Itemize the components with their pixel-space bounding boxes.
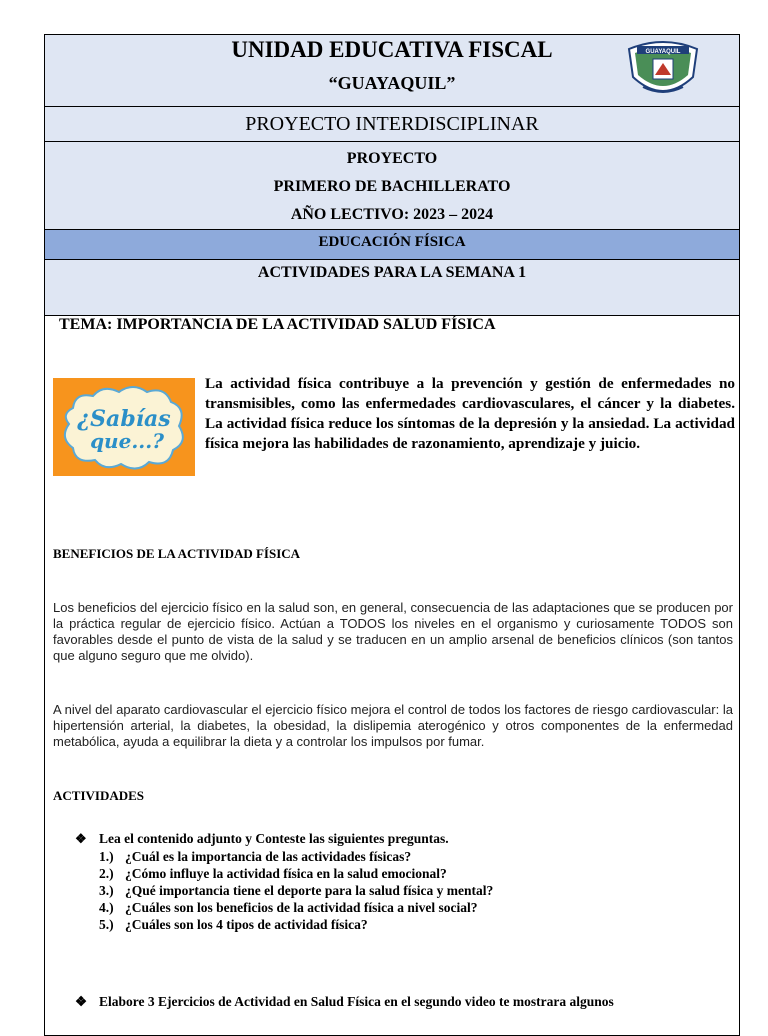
question-item: 1.) ¿Cuál es la importancia de las actividades físicas? (99, 849, 412, 864)
project-label: PROYECTO (346, 150, 438, 167)
diamond-bullet-icon: ❖ (75, 831, 87, 846)
exercise-text: Elabore 3 Ejercicios de Actividad en Salud Física en el segundo video te mostrara algunos (99, 994, 614, 1009)
header-school-row (44, 34, 740, 106)
svg-text:GUAYAQUIL: GUAYAQUIL (645, 49, 681, 55)
school-year-label: AÑO LECTIVO: 2023 – 2024 (290, 206, 494, 223)
grade-label: PRIMERO DE BACHILLERATO (273, 178, 511, 195)
project-type-row (44, 106, 740, 142)
question-item: 3.) ¿Qué importancia tiene el deporte para la salud física y mental? (99, 883, 494, 898)
svg-text:¿Sabías: ¿Sabías (77, 406, 171, 432)
school-city: “GUAYAQUIL” (328, 73, 456, 93)
project-type: PROYECTO INTERDISCIPLINAR (245, 113, 539, 135)
school-crest-icon (625, 39, 701, 99)
sabias-que-image (53, 378, 195, 476)
activities-title: ACTIVIDADES (53, 788, 145, 803)
subject-label: EDUCACIÓN FÍSICA (318, 234, 466, 250)
week-label: ACTIVIDADES PARA LA SEMANA 1 (257, 264, 527, 281)
benefits-paragraph-2: A nivel del aparato cardiovascular el ejercicio físico mejora el control de todos los factores de riesgo cardiovascular: la hipertensión arterial, la diabetes, la obesidad, la dislipemia aterogénico y otros componentes de la enfermedad metabólica, ayuda a equilibrar la dieta y a controlar los impulsos por fumar. (53, 702, 733, 749)
diamond-bullet-icon: ❖ (75, 994, 88, 1009)
exercise-instruction (75, 994, 737, 1010)
topic-title: TEMA: IMPORTANCIA DE LA ACTIVIDAD SALUD FÍSICA (59, 316, 496, 333)
question-item: 2.) ¿Cómo influye la actividad física en la salud emocional? (99, 866, 447, 881)
activities-instruction (75, 831, 449, 847)
project-info-row (44, 142, 740, 230)
school-name: UNIDAD EDUCATIVA FISCAL (231, 37, 553, 62)
intro-paragraph: La actividad física contribuye a la prevención y gestión de enfermedades no transmisibles, como las enfermedades cardiovasculares, el cáncer y la diabetes. La actividad física reduce los síntomas de la depresión y la ansiedad. La actividad física mejora las habilidades de razonamiento, aprendizaje y juicio. (205, 375, 735, 452)
content-area (44, 316, 740, 1036)
instruction-text: Lea el contenido adjunto y Conteste las siguientes preguntas. (99, 831, 449, 846)
question-item: 4.) ¿Cuáles son los beneficios de la actividad física a nivel social? (99, 900, 478, 915)
benefits-title: BENEFICIOS DE LA ACTIVIDAD FÍSICA (53, 546, 301, 561)
subject-row (44, 230, 740, 260)
week-row (44, 260, 740, 316)
question-item: 5.) ¿Cuáles son los 4 tipos de actividad física? (99, 917, 368, 932)
document-page (44, 34, 742, 1024)
svg-text:que...?: que...? (90, 429, 164, 453)
benefits-paragraph-1: Los beneficios del ejercicio físico en la salud son, en general, consecuencia de las adaptaciones que se producen por la práctica regular de ejercicio físico. Actúan a TODOS los niveles en el organismo y curiosamente TODOS son favorables desde el punto de vista de la salud y se traducen en un amplio arsenal de beneficios clínicos (son tantos que alguno seguro que me olvido). (53, 600, 733, 663)
